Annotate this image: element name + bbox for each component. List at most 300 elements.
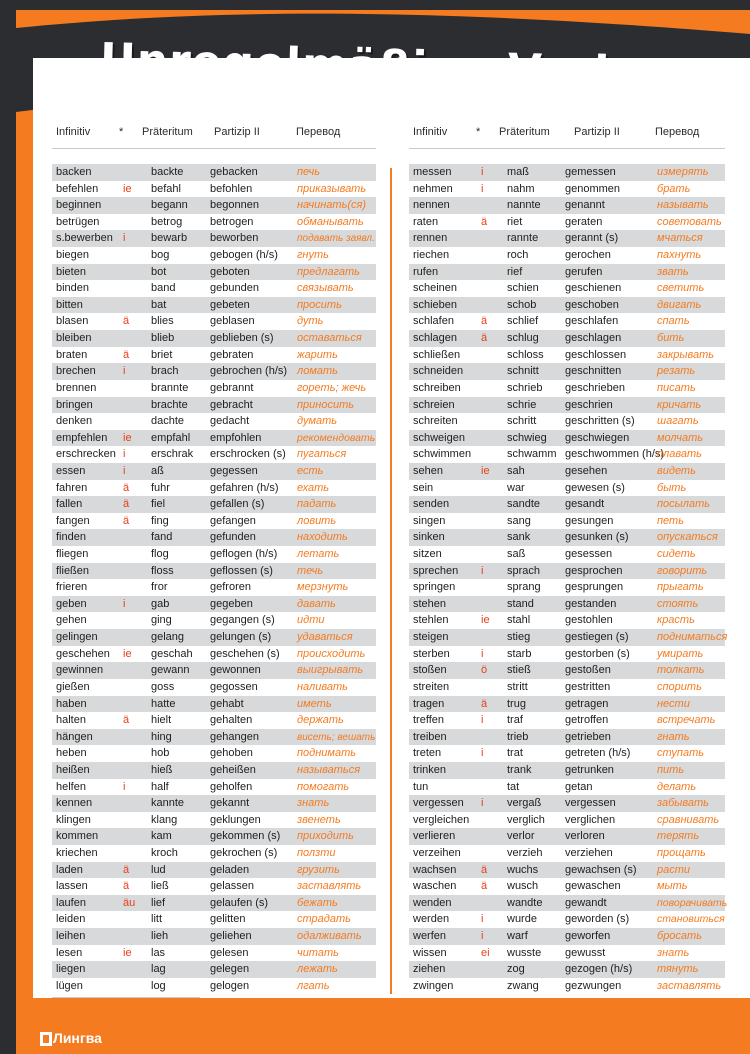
infinitiv-cell: sein (413, 481, 434, 494)
infinitiv-cell: betrügen (56, 215, 100, 228)
partizip-cell: genannt (565, 199, 605, 212)
infinitiv-cell: stoßen (413, 664, 447, 677)
translation-cell: измерять (657, 166, 709, 178)
partizip-cell: gesehen (565, 464, 608, 477)
prateritum-cell: zwang (507, 979, 539, 992)
table-row (52, 546, 376, 563)
header-partizip: Partizip II (214, 126, 260, 138)
table-row (409, 945, 725, 962)
infinitiv-cell: vergleichen (413, 813, 470, 826)
prateritum-cell: befahl (151, 182, 181, 195)
partizip-cell: verloren (565, 830, 605, 843)
partizip-cell: getragen (565, 697, 609, 710)
infinitiv-cell: bitten (56, 298, 83, 311)
infinitiv-cell: treffen (413, 714, 444, 727)
prateritum-cell: bot (151, 265, 167, 278)
vowel-change-cell: ie (123, 182, 132, 195)
translation-cell: грузить (297, 863, 340, 876)
partizip-cell: geschlafen (565, 315, 619, 328)
infinitiv-cell: fallen (56, 498, 83, 511)
prateritum-cell: sang (507, 514, 531, 527)
vowel-change-cell: i (481, 747, 484, 760)
column-divider (390, 168, 392, 994)
infinitiv-cell: treiben (413, 730, 447, 743)
table-row (409, 347, 725, 364)
translation-cell: звать (657, 265, 689, 278)
prateritum-cell: kroch (151, 846, 178, 859)
partizip-cell: geschrien (565, 398, 613, 411)
partizip-cell: geschoben (565, 298, 619, 311)
prateritum-cell: betrog (151, 215, 183, 228)
prateritum-cell: bewarb (151, 232, 188, 245)
translation-cell: идти (297, 614, 325, 627)
partizip-cell: gestorben (s) (565, 647, 630, 660)
vowel-change-cell: ä (123, 481, 130, 494)
header-infinitiv: Infinitiv (56, 126, 91, 138)
prateritum-cell: backte (151, 166, 184, 178)
translation-cell: резать (657, 365, 696, 378)
partizip-cell: gekrochen (s) (210, 846, 278, 859)
partizip-cell: geholfen (210, 780, 253, 793)
table-row (52, 330, 376, 347)
translation-cell: заставлять (657, 979, 722, 992)
table-row (52, 563, 376, 580)
infinitiv-cell: braten (56, 348, 88, 361)
table-row (409, 480, 725, 497)
infinitiv-cell: leihen (56, 930, 86, 943)
partizip-cell: gestoßen (565, 664, 611, 677)
infinitiv-cell: wenden (413, 896, 452, 909)
translation-cell: бросать (657, 930, 702, 943)
infinitiv-cell: geben (56, 597, 87, 610)
table-row (409, 397, 725, 414)
prateritum-cell: schwamm (507, 448, 557, 461)
prateritum-cell: fiel (151, 498, 166, 511)
partizip-cell: gehangen (210, 730, 259, 743)
translation-cell: красть (657, 614, 695, 627)
partizip-cell: gefahren (h/s) (210, 481, 279, 494)
table-row (52, 264, 376, 281)
infinitiv-cell: tragen (413, 697, 445, 710)
header-partizip: Partizip II (574, 126, 620, 138)
table-row (52, 612, 376, 629)
prateritum-cell: sprach (507, 564, 541, 577)
translation-cell: сидеть (657, 548, 696, 561)
partizip-cell: gedacht (210, 415, 250, 428)
infinitiv-cell: sinken (413, 531, 445, 544)
vowel-change-cell: i (481, 564, 484, 577)
partizip-cell: geflogen (h/s) (210, 548, 278, 561)
table-row (52, 380, 376, 397)
prateritum-cell: sprang (507, 581, 541, 594)
infinitiv-cell: fahren (56, 481, 88, 494)
translation-cell: встречать (657, 714, 716, 727)
prateritum-cell: hob (151, 747, 170, 760)
infinitiv-cell: tun (413, 780, 429, 793)
infinitiv-cell: empfehlen (56, 431, 108, 444)
table-row (409, 446, 725, 463)
prateritum-cell: las (151, 946, 166, 959)
translation-cell: видеть (657, 464, 696, 477)
translation-cell: прыгать (657, 581, 704, 594)
translation-cell: говорить (657, 564, 708, 577)
partizip-cell: gebracht (210, 398, 253, 411)
partizip-cell: getroffen (565, 714, 609, 727)
table-row (409, 563, 725, 580)
header-divider (409, 148, 725, 149)
table-row (52, 812, 376, 829)
table-row (409, 911, 725, 928)
partizip-cell: genommen (565, 182, 621, 195)
infinitiv-cell: helfen (56, 780, 86, 793)
table-row (409, 596, 725, 613)
translation-cell: брать (657, 182, 691, 195)
table-row (52, 795, 376, 812)
infinitiv-cell: sprechen (413, 564, 459, 577)
table-row (409, 762, 725, 779)
infinitiv-cell: zwingen (413, 979, 454, 992)
translation-cell: расти (657, 863, 691, 876)
prateritum-cell: bat (151, 298, 167, 311)
prateritum-cell: empfahl (151, 431, 191, 444)
vowel-change-cell: ä (481, 863, 488, 876)
vowel-change-cell: ä (123, 714, 130, 727)
translation-cell: ползти (297, 846, 336, 859)
prateritum-cell: lieh (151, 930, 169, 943)
translation-cell: называть (657, 199, 709, 212)
partizip-cell: gelaufen (s) (210, 896, 269, 909)
table-row (409, 463, 725, 480)
translation-cell: умирать (657, 647, 704, 660)
table-row (52, 446, 376, 463)
prateritum-cell: rannte (507, 232, 539, 245)
infinitiv-cell: bringen (56, 398, 93, 411)
table-row (409, 679, 725, 696)
translation-cell: спать (657, 315, 690, 328)
translation-cell: прощать (657, 846, 706, 859)
partizip-cell: gekannt (210, 797, 250, 810)
header-perevod: Перевод (296, 126, 341, 138)
partizip-cell: gestanden (565, 597, 617, 610)
infinitiv-cell: verlieren (413, 830, 456, 843)
translation-cell: думать (297, 415, 338, 428)
partizip-cell: gestritten (565, 680, 611, 693)
prateritum-cell: sah (507, 464, 525, 477)
table-row (52, 712, 376, 729)
vowel-change-cell: i (123, 448, 126, 461)
table-row (409, 297, 725, 314)
table-row (409, 413, 725, 430)
infinitiv-cell: nennen (413, 199, 450, 212)
prateritum-cell: kam (151, 830, 172, 843)
translation-cell: дуть (297, 315, 324, 328)
translation-cell: находить (297, 531, 348, 544)
partizip-cell: gebraten (210, 348, 254, 361)
partizip-cell: geboten (210, 265, 250, 278)
infinitiv-cell: s.bewerben (56, 232, 113, 245)
translation-cell: подавать заявл. (297, 233, 375, 245)
table-row (52, 230, 376, 247)
table-row (52, 779, 376, 796)
prateritum-cell: schlug (507, 332, 539, 345)
translation-cell: ступать (657, 747, 705, 760)
prateritum-cell: verlor (507, 830, 535, 843)
partizip-cell: gelogen (210, 979, 250, 992)
partizip-cell: gegossen (210, 680, 258, 693)
translation-cell: спорить (657, 680, 702, 693)
table-row (52, 480, 376, 497)
vowel-change-cell: ä (123, 863, 130, 876)
table-row (52, 828, 376, 845)
translation-cell: стоять (657, 597, 699, 610)
partizip-cell: gewaschen (565, 880, 621, 893)
partizip-cell: gegessen (210, 464, 258, 477)
translation-cell: пахнуть (657, 249, 702, 262)
infinitiv-cell: kennen (56, 797, 93, 810)
prateritum-cell: hieß (151, 763, 173, 776)
table-row (409, 529, 725, 546)
partizip-cell: gezogen (h/s) (565, 963, 633, 976)
infinitiv-cell: fließen (56, 564, 90, 577)
prateritum-cell: klang (151, 813, 178, 826)
vowel-change-cell: i (481, 647, 484, 660)
partizip-cell: gelassen (210, 880, 255, 893)
partizip-cell: gehalten (210, 714, 253, 727)
partizip-cell: geworfen (565, 930, 611, 943)
prateritum-cell: wusste (507, 946, 542, 959)
infinitiv-cell: messen (413, 166, 452, 178)
translation-cell: писать (657, 381, 696, 394)
translation-cell: подниматься (657, 631, 728, 644)
infinitiv-cell: rufen (413, 265, 439, 278)
vowel-change-cell: i (481, 714, 484, 727)
infinitiv-cell: schlagen (413, 332, 458, 345)
partizip-cell: geschritten (s) (565, 415, 635, 428)
translation-cell: рекомендовать (297, 431, 376, 444)
partizip-cell: geworden (s) (565, 913, 630, 926)
table-row (409, 696, 725, 713)
table-row (409, 313, 725, 330)
prateritum-cell: lief (151, 896, 166, 909)
infinitiv-cell: sitzen (413, 548, 442, 561)
translation-cell: течь (297, 564, 324, 577)
infinitiv-cell: gehen (56, 614, 87, 627)
partizip-cell: gewusst (565, 946, 606, 959)
translation-cell: плавать (657, 448, 702, 461)
prateritum-cell: geschah (151, 647, 193, 660)
infinitiv-cell: heißen (56, 763, 90, 776)
translation-cell: давать (297, 597, 336, 610)
prateritum-cell: dachte (151, 415, 185, 428)
infinitiv-cell: laden (56, 863, 83, 876)
translation-cell: мыть (657, 880, 688, 893)
table-row (409, 496, 725, 513)
translation-cell: летать (297, 548, 340, 561)
partizip-cell: gefunden (210, 531, 256, 544)
partizip-cell: gefroren (210, 581, 251, 594)
partizip-cell: getreten (h/s) (565, 747, 631, 760)
infinitiv-cell: streiten (413, 680, 450, 693)
vowel-change-cell: ä (123, 880, 130, 893)
prateritum-cell: schloss (507, 348, 544, 361)
infinitiv-cell: werfen (413, 930, 447, 943)
translation-cell: гореть; жечь (297, 381, 367, 394)
partizip-cell: geblieben (s) (210, 332, 274, 345)
partizip-cell: geschlossen (565, 348, 627, 361)
infinitiv-cell: steigen (413, 631, 449, 644)
partizip-cell: geschnitten (565, 365, 622, 378)
partizip-cell: geschienen (565, 282, 622, 295)
vowel-change-cell: i (123, 232, 126, 245)
prateritum-cell: trat (507, 747, 523, 760)
translation-cell: кричать (657, 398, 702, 411)
prateritum-cell: log (151, 979, 166, 992)
translation-cell: молчать (657, 431, 704, 444)
partizip-cell: gebrochen (h/s) (210, 365, 288, 378)
table-row (52, 961, 376, 978)
table-row (52, 197, 376, 214)
translation-cell: ехать (297, 481, 330, 494)
translation-cell: называться (297, 763, 361, 776)
table-row (409, 779, 725, 796)
logo-mark-icon (40, 1032, 52, 1046)
prateritum-cell: trank (507, 763, 532, 776)
prateritum-cell: sandte (507, 498, 541, 511)
table-row (52, 430, 376, 447)
translation-cell: тянуть (657, 963, 699, 976)
infinitiv-cell: sehen (413, 464, 443, 477)
prateritum-cell: schien (507, 282, 539, 295)
publisher-logo (40, 1030, 102, 1048)
table-row (52, 164, 376, 181)
prateritum-cell: brachte (151, 398, 188, 411)
header-star-icon: * (476, 126, 481, 138)
prateritum-cell: verzieh (507, 846, 543, 859)
infinitiv-cell: hängen (56, 730, 93, 743)
translation-cell: страдать (297, 913, 351, 926)
infinitiv-cell: gießen (56, 680, 90, 693)
translation-cell: приходить (297, 830, 354, 843)
translation-cell: приносить (297, 398, 355, 411)
prateritum-cell: trieb (507, 730, 529, 743)
infinitiv-cell: gelingen (56, 631, 98, 644)
vowel-change-cell: ie (481, 464, 490, 477)
vowel-change-cell: ä (123, 348, 130, 361)
prateritum-cell: fing (151, 514, 169, 527)
partizip-cell: gesungen (565, 514, 614, 527)
prateritum-cell: wurde (507, 913, 537, 926)
infinitiv-cell: schweigen (413, 431, 465, 444)
table-row (409, 280, 725, 297)
table-row (52, 297, 376, 314)
prateritum-cell: schlief (507, 315, 539, 328)
table-row (409, 363, 725, 380)
infinitiv-cell: nehmen (413, 182, 453, 195)
translation-cell: двигать (657, 298, 702, 311)
prateritum-cell: saß (507, 548, 526, 561)
translation-cell: заставлять (297, 880, 362, 893)
left-verb-table (52, 164, 376, 994)
translation-cell: есть (297, 464, 324, 477)
prateritum-cell: schob (507, 298, 537, 311)
translation-cell: посылать (657, 498, 711, 511)
partizip-cell: getrieben (565, 730, 611, 743)
partizip-cell: erschrocken (s) (210, 448, 286, 461)
vowel-change-cell: i (481, 797, 484, 810)
prateritum-cell: zog (507, 963, 525, 976)
vowel-change-cell: ä (481, 697, 488, 710)
table-row (409, 164, 725, 181)
table-row (52, 347, 376, 364)
infinitiv-cell: binden (56, 282, 90, 295)
vowel-change-cell: ie (481, 614, 490, 627)
table-row (409, 264, 725, 281)
translation-cell: мчаться (657, 232, 703, 245)
translation-cell: удаваться (297, 631, 353, 644)
translation-cell: знать (657, 946, 690, 959)
prateritum-cell: erschrak (151, 448, 194, 461)
prateritum-cell: lud (151, 863, 166, 876)
translation-cell: иметь (297, 697, 332, 710)
table-row (409, 845, 725, 862)
table-row (409, 380, 725, 397)
infinitiv-cell: riechen (413, 249, 450, 262)
vowel-change-cell: ä (123, 514, 130, 527)
prateritum-cell: stieß (507, 664, 531, 677)
partizip-cell: geheißen (210, 763, 256, 776)
prateritum-cell: tat (507, 780, 520, 793)
table-row (52, 280, 376, 297)
translation-cell: забывать (657, 797, 709, 810)
infinitiv-cell: heben (56, 747, 87, 760)
table-row (409, 612, 725, 629)
prateritum-cell: stritt (507, 680, 528, 693)
partizip-cell: gebacken (210, 166, 258, 178)
vowel-change-cell: äu (123, 896, 136, 909)
infinitiv-cell: scheinen (413, 282, 458, 295)
translation-cell: опускаться (657, 531, 718, 544)
infinitiv-cell: senden (413, 498, 450, 511)
partizip-cell: gegeben (210, 597, 253, 610)
infinitiv-cell: backen (56, 166, 92, 178)
infinitiv-cell: schließen (413, 348, 461, 361)
infinitiv-cell: springen (413, 581, 456, 594)
vowel-change-cell: i (123, 780, 126, 793)
infinitiv-cell: leiden (56, 913, 86, 926)
table-row (409, 729, 725, 746)
prateritum-cell: begann (151, 199, 188, 212)
table-row (52, 696, 376, 713)
table-row (409, 513, 725, 530)
infinitiv-cell: schlafen (413, 315, 454, 328)
prateritum-cell: ließ (151, 880, 169, 893)
infinitiv-cell: klingen (56, 813, 91, 826)
partizip-cell: geliehen (210, 930, 252, 943)
prateritum-cell: aß (151, 464, 164, 477)
prateritum-cell: roch (507, 249, 529, 262)
table-row (52, 214, 376, 231)
prateritum-cell: gelang (151, 631, 185, 644)
prateritum-cell: schwieg (507, 431, 547, 444)
prateritum-cell: rief (507, 265, 523, 278)
partizip-cell: gerochen (565, 249, 611, 262)
infinitiv-cell: geschehen (56, 647, 110, 660)
table-row (409, 828, 725, 845)
vowel-change-cell: i (123, 365, 126, 378)
translation-cell: гнать (657, 730, 690, 743)
prateritum-cell: band (151, 282, 176, 295)
table-row (52, 596, 376, 613)
